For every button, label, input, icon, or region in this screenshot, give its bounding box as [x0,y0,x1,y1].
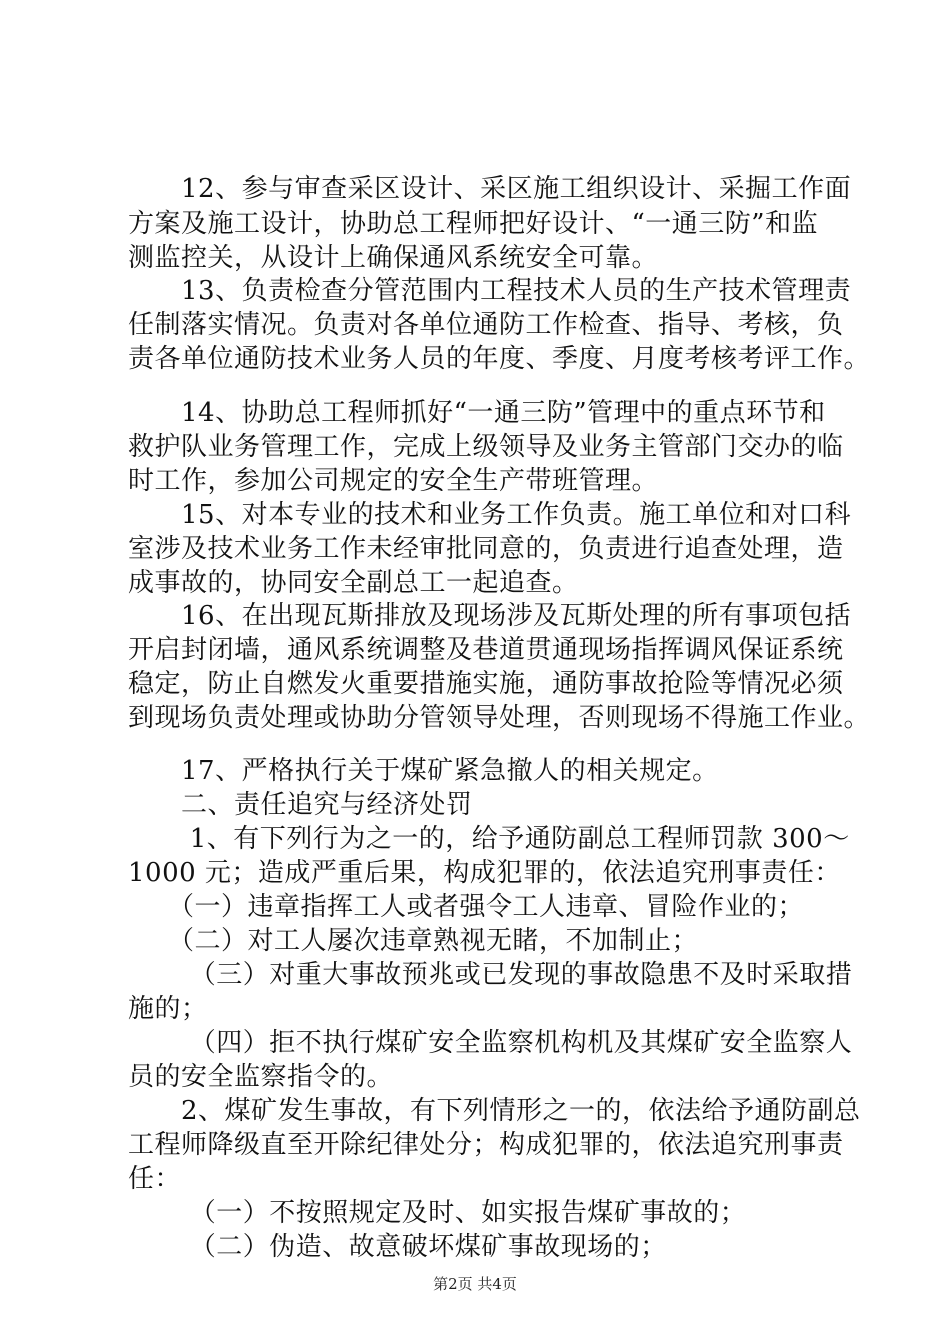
text-line: 14、协助总工程师抓好“一通三防”管理中的重点环节和 [128,398,826,428]
text-line: 任制落实情况。负责对各单位通防工作检查、指导、考核，负 [128,310,844,340]
text-line: 开启封闭墙，通风系统调整及巷道贯通现场指挥调风保证系统 [128,635,844,665]
text-line: 1000 元；造成严重后果，构成犯罪的，依法追究刑事责任： [128,858,841,888]
text-line: 工程师降级直至开除纪律处分；构成犯罪的，依法追究刑事责 [128,1130,844,1160]
page-number: 第2页 共4页 [433,1275,517,1293]
text-line: 成事故的，协同安全副总工一起追查。 [128,568,579,598]
text-line: （一）不按照规定及时、如实报告煤矿事故的； [128,1198,747,1228]
text-line: 责各单位通防技术业务人员的年度、季度、月度考核考评工作。 [128,344,871,374]
text-line: （一）违章指挥工人或者强令工人违章、冒险作业的； [128,892,805,922]
section-heading: 二、责任追究与经济处罚 [128,790,473,820]
page-footer [0,1274,950,1294]
text-line: 测监控关，从设计上确保通风系统安全可靠。 [128,243,659,273]
text-line: 任： [128,1164,182,1194]
text-line: （四）拒不执行煤矿安全监察机构机及其煤矿安全监察人 [128,1028,853,1058]
text-line: （二）伪造、故意破坏煤矿事故现场的； [128,1232,667,1262]
text-line: 13、负责检查分管范围内工程技术人员的生产技术管理责 [128,276,852,306]
text-line: 12、参与审查采区设计、采区施工组织设计、采掘工作面 [128,174,852,204]
text-line: 员的安全监察指令的。 [128,1062,394,1092]
text-line: 1、有下列行为之一的，给予通防副总工程师罚款 300～ [128,824,850,854]
text-line: 稳定，防止自燃发火重要措施实施，通防事故抢险等情况必须 [128,669,844,699]
text-line: 室涉及技术业务工作未经审批同意的，负责进行追查处理，造 [128,534,844,564]
text-line: 方案及施工设计，协助总工程师把好设计、“一通三防”和监 [128,209,819,239]
text-line: （三）对重大事故预兆或已发现的事故隐患不及时采取措 [128,960,853,990]
text-line: 时工作，参加公司规定的安全生产带班管理。 [128,466,659,496]
text-line: 16、在出现瓦斯排放及现场涉及瓦斯处理的所有事项包括 [128,601,852,631]
text-line: 2、煤矿发生事故，有下列情形之一的，依法给予通防副总 [128,1096,861,1126]
text-line: 到现场负责处理或协助分管领导处理，否则现场不得施工作业。 [128,703,871,733]
text-line: 救护队业务管理工作，完成上级领导及业务主管部门交办的临 [128,432,844,462]
text-line: 施的； [128,994,208,1024]
text-line: 17、严格执行关于煤矿紧急撤人的相关规定。 [128,756,719,786]
text-line: 15、对本专业的技术和业务工作负责。施工单位和对口科 [128,500,852,530]
text-line: （二）对工人屡次违章熟视无睹，不加制止； [128,926,699,956]
